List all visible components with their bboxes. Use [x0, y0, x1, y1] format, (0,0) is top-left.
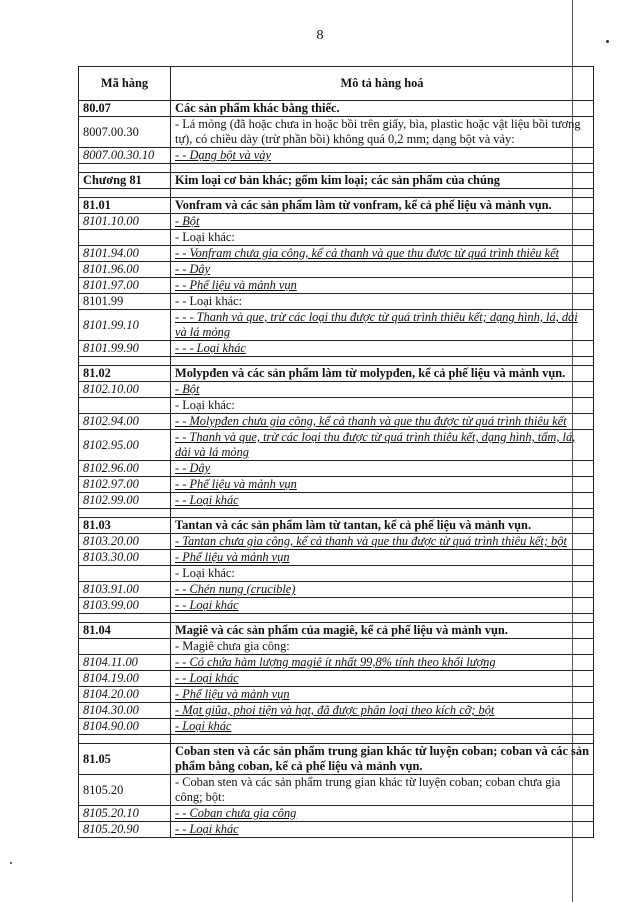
hs-code-cell: 8101.10.00	[79, 214, 171, 230]
table-row	[79, 623, 594, 639]
table-row	[79, 719, 594, 735]
hs-code-cell: 8102.97.00	[79, 477, 171, 493]
spacer-row	[79, 509, 594, 518]
column-header-description: Mô tả hàng hoá	[171, 67, 594, 101]
hs-code-cell: 81.02	[79, 366, 171, 382]
table-row	[79, 822, 594, 838]
hs-code-cell: 8102.96.00	[79, 461, 171, 477]
description-cell: Coban sten và các sản phẩm trung gian khác từ luyện coban; coban và các sản phẩm bằng coban, kể cả phế liệu và mảnh vụn.	[171, 744, 594, 775]
description-cell: - Loại khác:	[171, 230, 594, 246]
hs-code-cell: 8101.96.00	[79, 262, 171, 278]
description-cell: Các sản phẩm khác bằng thiếc.	[171, 101, 594, 117]
hs-code-cell: 8104.19.00	[79, 671, 171, 687]
description-cell: Kim loại cơ bản khác; gốm kim loại; các sản phẩm của chúng	[171, 173, 594, 189]
description-cell: - - Dạng bột và vảy	[171, 148, 594, 164]
table-row	[79, 518, 594, 534]
hs-code-cell: 8101.99.10	[79, 310, 171, 341]
description-cell: Magiê và các sản phẩm của magiê, kể cả phế liệu và mảnh vụn.	[171, 623, 594, 639]
description-cell	[171, 509, 594, 518]
description-cell: - - Loại khác:	[171, 294, 594, 310]
description-cell: - Tantan chưa gia công, kể cả thanh và que thu được từ quá trình thiêu kết; bột	[171, 534, 594, 550]
table-row	[79, 262, 594, 278]
hs-code-cell: 8103.99.00	[79, 598, 171, 614]
table-row	[79, 117, 594, 148]
description-cell: - Mạt giũa, phoi tiện và hạt, đã được phân loại theo kích cỡ; bột	[171, 703, 594, 719]
description-cell: - - Dây	[171, 461, 594, 477]
description-cell: - - Vonfram chưa gia công, kể cả thanh và que thu được từ quá trình thiêu kết	[171, 246, 594, 262]
description-cell: - - Phế liệu và mảnh vụn	[171, 477, 594, 493]
column-header-code: Mã hàng	[79, 67, 171, 101]
table-row	[79, 461, 594, 477]
hs-code-cell: 8102.10.00	[79, 382, 171, 398]
hs-code-cell: 8105.20.10	[79, 806, 171, 822]
hs-code-cell: 8007.00.30	[79, 117, 171, 148]
table-row	[79, 214, 594, 230]
description-cell: - - Dây	[171, 262, 594, 278]
table-row	[79, 671, 594, 687]
table-header-row	[79, 67, 594, 101]
description-cell: - - Loại khác	[171, 493, 594, 509]
description-cell: - - Loại khác	[171, 822, 594, 838]
hs-code-cell: 8101.97.00	[79, 278, 171, 294]
description-cell: - Bột	[171, 382, 594, 398]
table-row	[79, 198, 594, 214]
description-cell: - Loại khác	[171, 719, 594, 735]
description-cell	[171, 189, 594, 198]
tariff-table	[78, 66, 594, 838]
description-cell: - Loại khác:	[171, 566, 594, 582]
table-row	[79, 493, 594, 509]
table-row	[79, 294, 594, 310]
description-cell: Molypđen và các sản phẩm làm từ molypđen, kể cả phế liệu và mảnh vụn.	[171, 366, 594, 382]
page-number: 8	[316, 28, 324, 43]
description-cell: - - Có chứa hàm lượng magiê ít nhất 99,8% tính theo khối lượng	[171, 655, 594, 671]
description-cell: - - - Loại khác	[171, 341, 594, 357]
hs-code-cell: Chương 81	[79, 173, 171, 189]
table-row	[79, 744, 594, 775]
table-row	[79, 534, 594, 550]
spacer-row	[79, 357, 594, 366]
hs-code-cell: 8103.91.00	[79, 582, 171, 598]
hs-code-cell: 8105.20.90	[79, 822, 171, 838]
description-cell: - - Loại khác	[171, 671, 594, 687]
description-cell: Vonfram và các sản phẩm làm từ vonfram, kể cả phế liệu và mảnh vụn.	[171, 198, 594, 214]
hs-code-cell: 8102.95.00	[79, 430, 171, 461]
description-cell	[171, 614, 594, 623]
hs-code-cell: 8101.94.00	[79, 246, 171, 262]
table-row	[79, 703, 594, 719]
hs-code-cell	[79, 614, 171, 623]
table-row	[79, 148, 594, 164]
table-row	[79, 430, 594, 461]
description-cell: - Phế liệu và mảnh vụn	[171, 687, 594, 703]
description-cell: - Coban sten và các sản phẩm trung gian khác từ luyện coban; coban chưa gia công; bột:	[171, 775, 594, 806]
description-cell: - - Thanh và que, trừ các loại thu được từ quá trình thiêu kết, dạng hình, tấm, lá, dải và lá mỏng	[171, 430, 594, 461]
hs-code-cell: 81.05	[79, 744, 171, 775]
hs-code-cell: 80.07	[79, 101, 171, 117]
table-row	[79, 550, 594, 566]
table-row	[79, 639, 594, 655]
hs-code-cell: 8101.99.90	[79, 341, 171, 357]
description-cell: - - - Thanh và que, trừ các loại thu được từ quá trình thiêu kết; dạng hình, lá, dải và lá mỏng	[171, 310, 594, 341]
table-row	[79, 341, 594, 357]
description-cell: - Loại khác:	[171, 398, 594, 414]
description-cell	[171, 357, 594, 366]
hs-code-cell: 8104.30.00	[79, 703, 171, 719]
table-row	[79, 101, 594, 117]
table-row	[79, 598, 594, 614]
hs-code-cell	[79, 639, 171, 655]
hs-code-cell: 8103.30.00	[79, 550, 171, 566]
description-cell: - Magiê chưa gia công:	[171, 639, 594, 655]
description-cell: - Lá mỏng (đã hoặc chưa in hoặc bồi trên giấy, bìa, plastic hoặc vật liệu bồi tương tự), có chiều dày (trừ phần bồi) không quá 0,2 mm; dạng bột và vảy:	[171, 117, 594, 148]
description-cell: - - Phế liệu và mảnh vụn	[171, 278, 594, 294]
table-row	[79, 477, 594, 493]
hs-code-cell: 8102.94.00	[79, 414, 171, 430]
hs-code-cell: 8104.20.00	[79, 687, 171, 703]
table-row	[79, 655, 594, 671]
description-cell: - - Coban chưa gia công	[171, 806, 594, 822]
hs-code-cell	[79, 735, 171, 744]
hs-code-cell: 81.01	[79, 198, 171, 214]
table-row	[79, 310, 594, 341]
description-cell: Tantan và các sản phẩm làm từ tantan, kể cả phế liệu và mảnh vụn.	[171, 518, 594, 534]
description-cell: - - Chén nung (crucible)	[171, 582, 594, 598]
hs-code-cell: 8103.20.00	[79, 534, 171, 550]
scan-speck	[606, 40, 609, 43]
hs-code-cell	[79, 398, 171, 414]
table-row	[79, 414, 594, 430]
hs-code-cell: 81.03	[79, 518, 171, 534]
table-row	[79, 230, 594, 246]
description-cell	[171, 164, 594, 173]
hs-code-cell	[79, 189, 171, 198]
table-row	[79, 398, 594, 414]
table-row	[79, 278, 594, 294]
scan-speck	[10, 862, 12, 864]
hs-code-cell	[79, 509, 171, 518]
table-row	[79, 775, 594, 806]
description-cell: - - Molypđen chưa gia công, kể cả thanh và que thu được từ quá trình thiêu kết	[171, 414, 594, 430]
hs-code-cell: 81.04	[79, 623, 171, 639]
table-row	[79, 687, 594, 703]
hs-code-cell	[79, 164, 171, 173]
table-row	[79, 246, 594, 262]
hs-code-cell	[79, 357, 171, 366]
table-row	[79, 382, 594, 398]
table-row	[79, 566, 594, 582]
description-cell: - Phế liệu và mảnh vụn	[171, 550, 594, 566]
hs-code-cell: 8007.00.30.10	[79, 148, 171, 164]
spacer-row	[79, 614, 594, 623]
table-row	[79, 806, 594, 822]
description-cell: - - Loại khác	[171, 598, 594, 614]
hs-code-cell: 8101.99	[79, 294, 171, 310]
table-row	[79, 173, 594, 189]
table-row	[79, 582, 594, 598]
spacer-row	[79, 735, 594, 744]
hs-code-cell: 8105.20	[79, 775, 171, 806]
hs-code-cell	[79, 566, 171, 582]
table-row	[79, 366, 594, 382]
table-body	[79, 101, 594, 838]
hs-code-cell: 8104.90.00	[79, 719, 171, 735]
description-cell: - Bột	[171, 214, 594, 230]
spacer-row	[79, 164, 594, 173]
hs-code-cell: 8104.11.00	[79, 655, 171, 671]
hs-code-cell	[79, 230, 171, 246]
description-cell	[171, 735, 594, 744]
hs-code-cell: 8102.99.00	[79, 493, 171, 509]
spacer-row	[79, 189, 594, 198]
